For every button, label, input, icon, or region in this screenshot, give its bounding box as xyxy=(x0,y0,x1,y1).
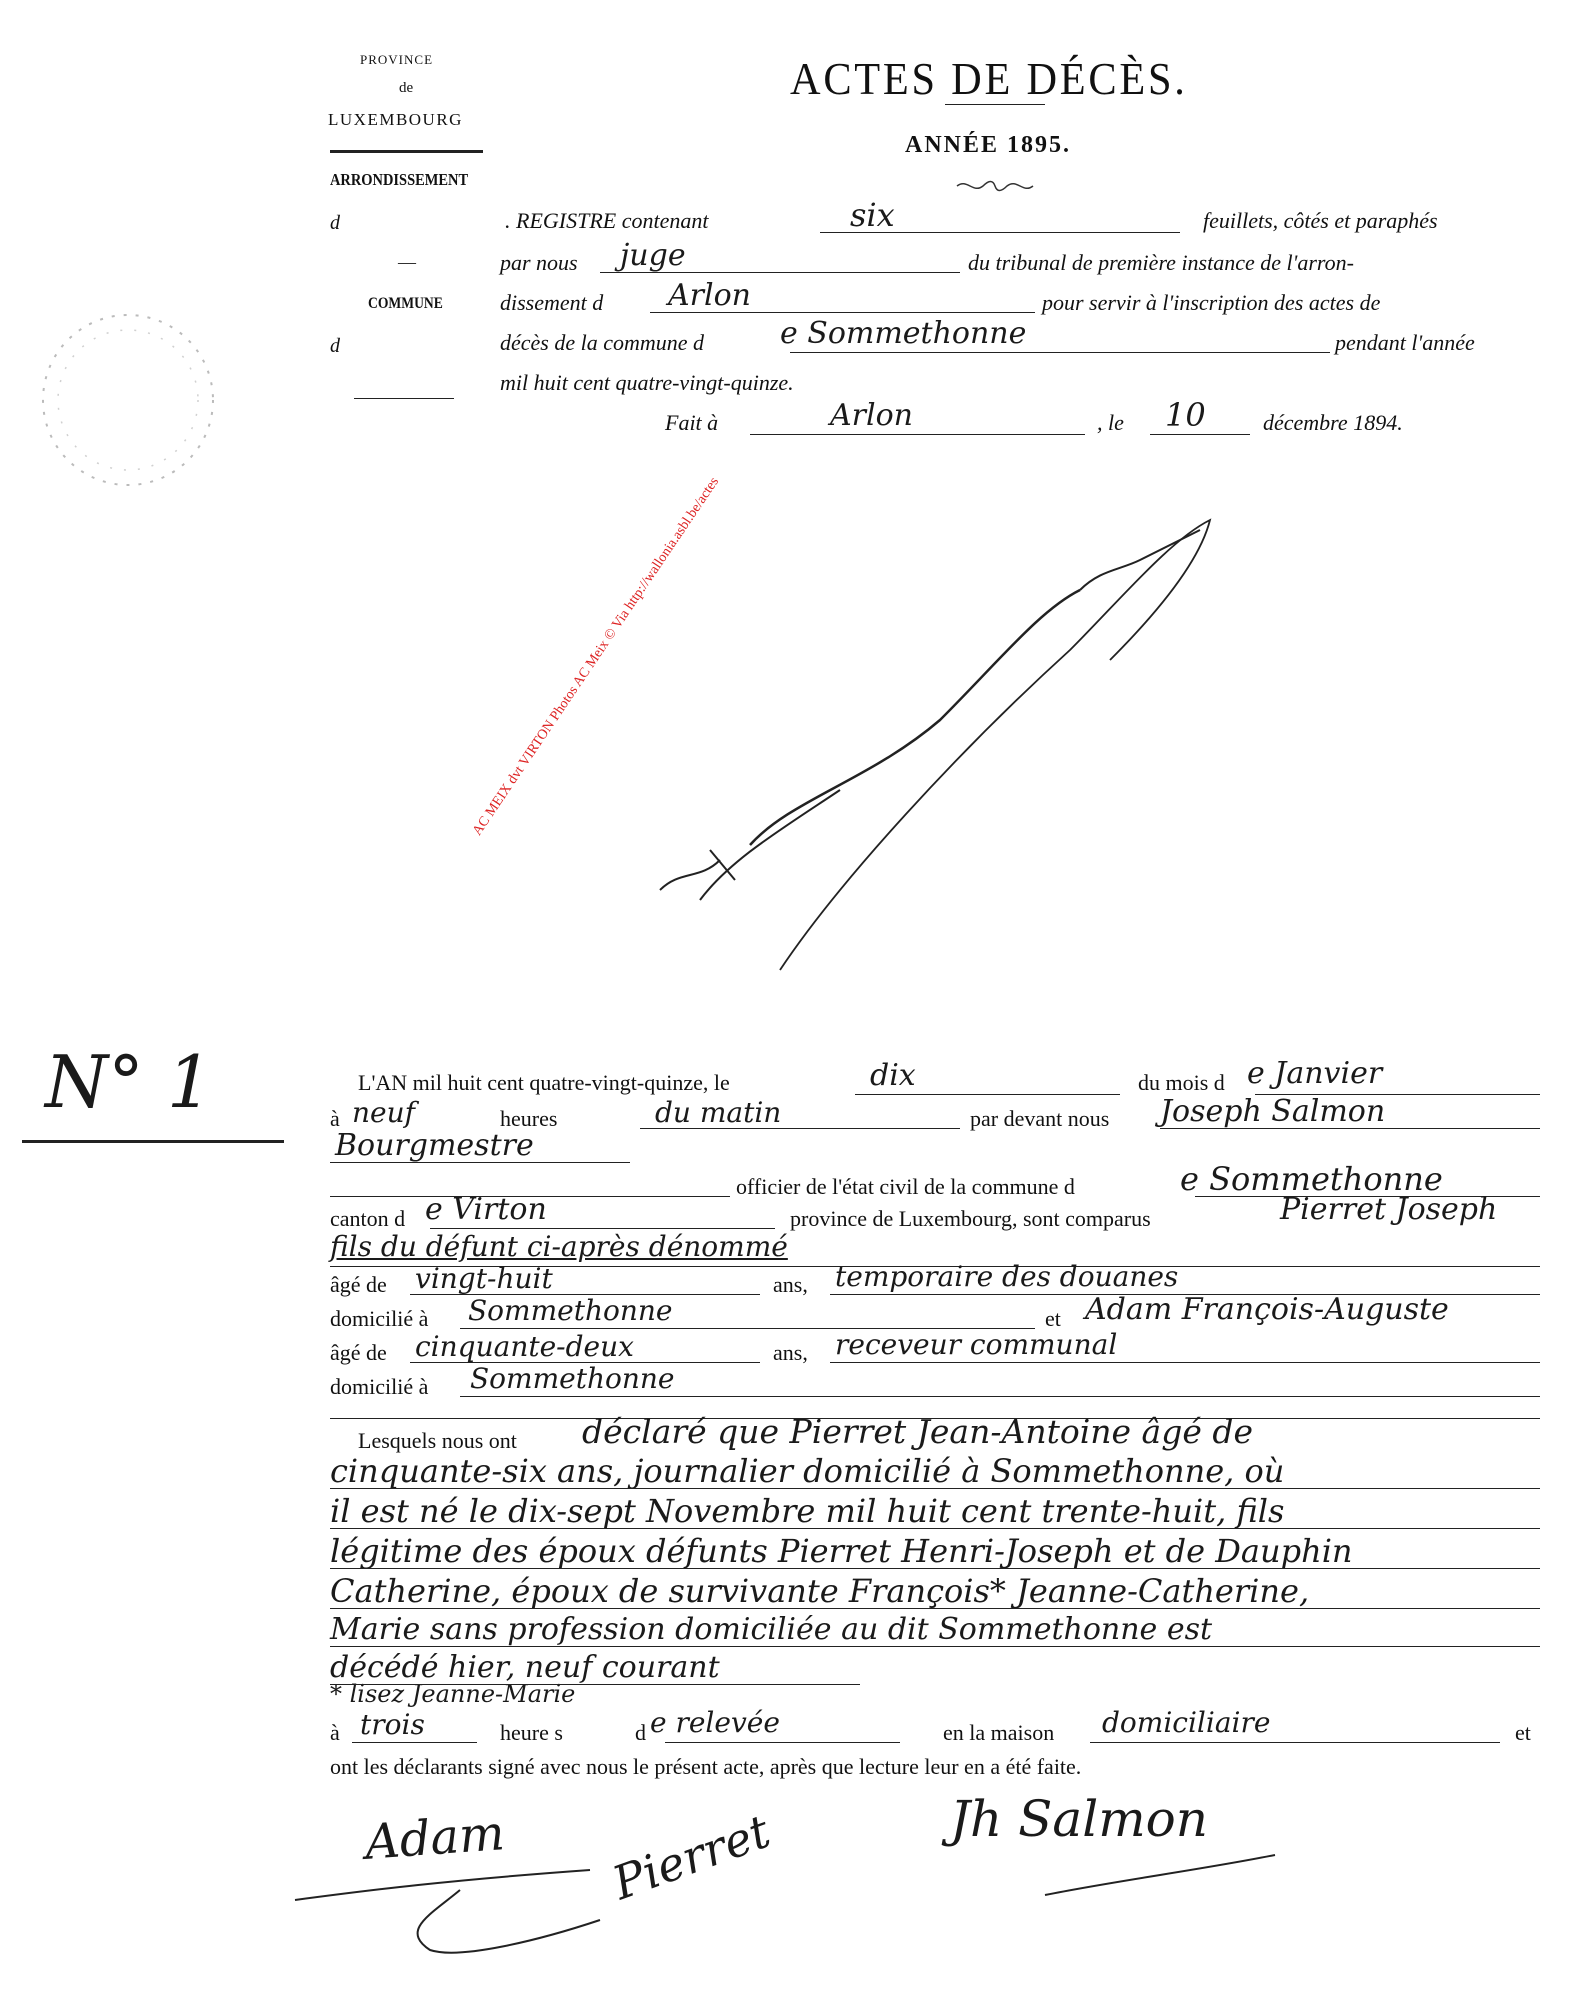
act-line10-rule xyxy=(460,1396,1540,1397)
act-officer-title: Bourgmestre xyxy=(335,1128,534,1163)
act-decl-rule2 xyxy=(330,1528,1540,1529)
fait-day: 10 xyxy=(1165,396,1206,434)
act-line11-c: d xyxy=(635,1720,646,1745)
act-line8-b: et xyxy=(1045,1306,1061,1331)
act-decl-rule5 xyxy=(330,1646,1540,1647)
register-sheet-count: six xyxy=(850,196,895,234)
arrondissement-prefix: d xyxy=(330,212,340,234)
act-death-place: domiciliaire xyxy=(1102,1706,1271,1739)
register-line4-suffix: pendant l'année xyxy=(1335,330,1475,355)
ornament-flourish xyxy=(955,176,1035,196)
register-line2-suffix: du tribunal de première instance de l'arron- xyxy=(968,250,1354,275)
act-lesquels: Lesquels nous ont xyxy=(358,1428,517,1453)
register-line1-rule xyxy=(820,232,1180,233)
act-declarant2-domicile: Sommethonne xyxy=(470,1362,675,1395)
act-line11-b: heure s xyxy=(500,1720,563,1745)
signature-salmon: Jh Salmon xyxy=(950,1790,1208,1848)
act-declaration-line7: décédé hier, neuf courant xyxy=(330,1650,720,1685)
act-line1-rule1 xyxy=(855,1094,1120,1095)
act-line2-a: à xyxy=(330,1106,340,1131)
act-line11-a: à xyxy=(330,1720,340,1745)
act-declaration-line1: déclaré que Pierret Jean-Antoine âgé de xyxy=(582,1412,1254,1451)
act-line9-b: ans, xyxy=(773,1340,808,1365)
fait-place-rule xyxy=(750,434,1085,435)
act-line5-a: canton d xyxy=(330,1206,406,1231)
act-line1-a: L'AN mil huit cent quatre-vingt-quinze, le xyxy=(358,1070,730,1095)
title-underline xyxy=(945,104,1045,105)
fait-prefix: Fait à xyxy=(665,410,719,435)
act-line2-d: par devant nous xyxy=(970,1106,1110,1131)
act-line1-b: du mois d xyxy=(1138,1070,1225,1095)
act-declarant2-age: cinquante-deux xyxy=(415,1330,634,1363)
act-number-rule xyxy=(22,1140,284,1143)
act-line7-b: ans, xyxy=(773,1272,808,1297)
province-rule xyxy=(330,150,483,153)
fait-day-rule xyxy=(1150,434,1250,435)
province-label: PROVINCE xyxy=(360,52,434,67)
act-line9-a: âgé de xyxy=(330,1340,387,1365)
act-line11-rule3 xyxy=(1090,1742,1500,1743)
act-line11-rule1 xyxy=(352,1742,477,1743)
act-declarant2-name: Adam François-Auguste xyxy=(1085,1292,1449,1327)
act-closing-line: ont les déclarants signé avec nous le présent acte, après que lecture leur en a été faite. xyxy=(330,1754,1082,1779)
act-hour: neuf xyxy=(352,1096,415,1129)
commune-prefix: d xyxy=(330,335,340,357)
register-arrondissement: Arlon xyxy=(668,278,751,313)
signature-salmon-flourish xyxy=(1040,1850,1280,1910)
margin-dash: — xyxy=(398,252,416,272)
act-decl-rule4 xyxy=(330,1608,1540,1609)
act-line10-a: domicilié à xyxy=(330,1374,429,1399)
act-declaration-line6: Marie sans profession domiciliée au dit Sommethonne est xyxy=(330,1612,1213,1647)
faint-seal-stamp xyxy=(18,290,238,510)
act-decl-rule1 xyxy=(330,1488,1540,1489)
act-death-time: e relevée xyxy=(650,1706,780,1739)
signature-adam-flourish xyxy=(290,1860,610,1960)
act-line3-rule xyxy=(330,1162,630,1163)
act-officer-name: Joseph Salmon xyxy=(1160,1094,1386,1129)
act-line9-rule2 xyxy=(830,1362,1540,1363)
act-death-hour: trois xyxy=(360,1708,425,1741)
act-line11-f: et xyxy=(1515,1720,1531,1745)
act-line11-rule2 xyxy=(665,1742,900,1743)
signature-adam: Adam xyxy=(363,1805,507,1871)
fait-place: Arlon xyxy=(830,398,913,433)
arrondissement-label: ARRONDISSEMENT xyxy=(330,170,469,189)
act-declarant2-job: receveur communal xyxy=(835,1328,1118,1361)
commune-rule xyxy=(354,398,454,399)
register-commune: e Sommethonne xyxy=(780,316,1027,351)
register-line1-suffix: feuillets, côtés et paraphés xyxy=(1203,208,1438,233)
register-line4-rule xyxy=(790,352,1330,353)
act-declaration-line3: il est né le dix-sept Novembre mil huit cent trente-huit, fils xyxy=(330,1492,1285,1530)
register-line3-prefix: dissement d xyxy=(500,290,604,315)
act-line4-a: officier de l'état civil de la commune d xyxy=(736,1174,1075,1199)
act-time-of-day: du matin xyxy=(655,1096,782,1129)
act-day: dix xyxy=(870,1058,916,1093)
register-line3-suffix: pour servir à l'inscription des actes de xyxy=(1042,290,1381,315)
act-line2-rule2 xyxy=(1160,1128,1540,1129)
register-line5: mil huit cent quatre-vingt-quinze. xyxy=(500,370,794,395)
signature-pierret: Pierret xyxy=(605,1803,777,1911)
act-commune: e Sommethonne xyxy=(1180,1160,1443,1198)
act-month: e Janvier xyxy=(1247,1056,1383,1091)
act-line7-a: âgé de xyxy=(330,1272,387,1297)
page-title: ACTES DE DÉCÈS. xyxy=(790,53,1188,104)
act-line5-b: province de Luxembourg, sont comparus xyxy=(790,1206,1151,1231)
act-line11-e: en la maison xyxy=(943,1720,1055,1745)
register-bullet: . xyxy=(505,208,516,233)
fait-suffix: décembre 1894. xyxy=(1263,410,1403,435)
act-declarant1-relation: fils du défunt ci-après dénommé xyxy=(330,1230,788,1263)
act-line8-a: domicilié à xyxy=(330,1306,429,1331)
register-line1-text: REGISTRE contenant xyxy=(516,208,709,233)
register-line3-rule xyxy=(650,312,1035,313)
act-decl-rule3 xyxy=(330,1568,1540,1569)
act-declarant1-age: vingt-huit xyxy=(415,1262,553,1295)
act-declarant1-domicile: Sommethonne xyxy=(468,1294,673,1327)
fait-le: , le xyxy=(1097,410,1124,435)
judge-signature xyxy=(640,500,1220,1020)
commune-label: COMMUNE xyxy=(368,295,443,312)
register-line2-rule xyxy=(600,272,960,273)
act-number: N° 1 xyxy=(45,1040,213,1124)
act-declarant1-name: Pierret Joseph xyxy=(1280,1192,1498,1227)
act-canton: e Virton xyxy=(425,1192,547,1227)
register-line2-prefix: par nous xyxy=(500,250,578,275)
province-name: LUXEMBOURG xyxy=(328,110,463,129)
act-declaration-line2: cinquante-six ans, journalier domicilié à Sommethonne, où xyxy=(330,1452,1285,1490)
act-declarant1-job: temporaire des douanes xyxy=(835,1260,1179,1293)
register-judge: juge xyxy=(620,238,686,273)
register-line4-prefix: décès de la commune d xyxy=(500,330,705,355)
act-decl-rule6 xyxy=(330,1684,860,1685)
province-de-label: de xyxy=(399,80,414,96)
act-line2-rule xyxy=(640,1128,960,1129)
act-line5-rule1 xyxy=(430,1228,775,1229)
year-heading: ANNÉE 1895. xyxy=(905,132,1072,158)
act-declaration-line5: Catherine, époux de survivante François* Jeanne-Catherine, xyxy=(330,1572,1310,1610)
watermark-text: AC MEIX dvt VIRTON Photos AC Meix © Via http://wallonia.asbl.be/actes xyxy=(470,474,723,839)
act-line2-b: heures xyxy=(500,1106,558,1131)
act-correction-note: * lisez Jeanne-Marie xyxy=(330,1680,576,1708)
act-declaration-line4: légitime des époux défunts Pierret Henri-Joseph et de Dauphin xyxy=(330,1532,1353,1570)
register-line1-prefix xyxy=(505,208,708,234)
